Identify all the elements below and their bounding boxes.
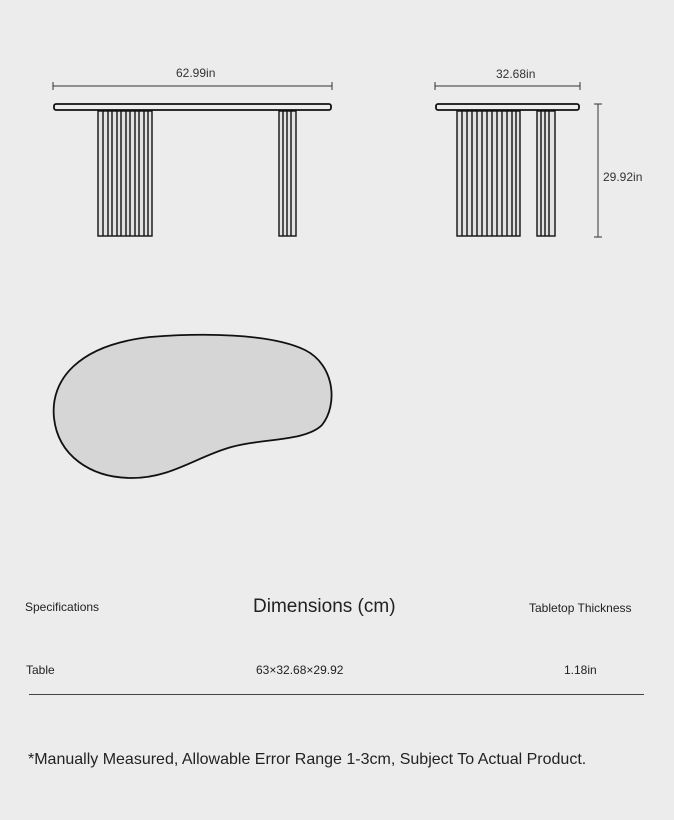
specifications-header: Specifications [25,600,100,614]
side-view-left-leg [457,111,520,236]
front-width-label: 62.99in [176,66,216,80]
side-view-tabletop [436,104,579,110]
row-name: Table [26,663,55,677]
dimensions-header: Dimensions (cm) [253,596,396,617]
height-dimension-line [594,104,602,237]
height-label: 29.92in [603,170,643,184]
front-view-right-leg [279,111,296,236]
table-divider [29,694,644,695]
front-width-dimension-line [53,82,332,90]
thickness-header: Tabletop Thickness [529,601,632,615]
side-depth-label: 32.68in [496,67,536,81]
row-thickness: 1.18in [564,663,597,677]
side-depth-dimension-line [435,82,580,90]
front-view-tabletop [54,104,331,110]
side-view-right-leg [537,111,555,236]
footnote: *Manually Measured, Allowable Error Range 1-3cm, Subject To Actual Product. [28,751,587,768]
top-view-tabletop [54,335,332,478]
front-view-left-leg [98,111,152,236]
row-dimensions: 63×32.68×29.92 [256,663,344,677]
